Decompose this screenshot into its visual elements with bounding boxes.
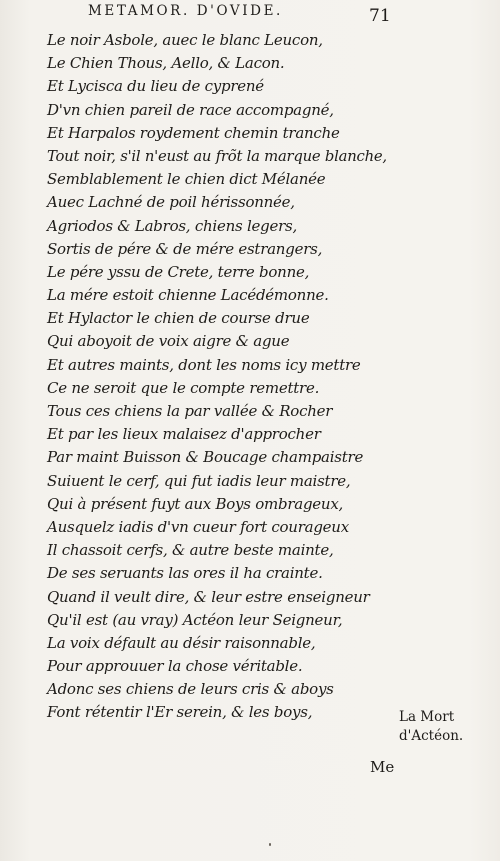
page-number: 71 [369, 6, 391, 26]
ink-speck [269, 843, 271, 846]
marginal-note-line-1: La Mort [399, 709, 455, 725]
marginal-note [399, 708, 463, 746]
verse-line: Qu'il est (au vray) Actéon leur Seigneur, [47, 610, 343, 629]
verse-line: Qui aboyoit de voix aigre & ague [47, 332, 290, 351]
verse-line: Et autres maints, dont les noms icy mettre [47, 355, 361, 374]
verse-line: Et Lycisca du lieu de cyprené [47, 77, 264, 96]
verse-line: Adonc ses chiens de leurs cris & aboys [47, 680, 334, 699]
verse-line: Ausquelz iadis d'vn cueur fort courageux [47, 517, 349, 536]
verse-line: Par maint Buisson & Boucage champaistre [47, 448, 364, 467]
verse-line: Auec Lachné de poil hérissonnée, [47, 193, 295, 212]
verse-line: Et par les lieux malaisez d'approcher [47, 425, 321, 444]
verse-line: Font rétentir l'Er serein, & les boys, [47, 703, 313, 722]
verse-line: La voix défault au désir raisonnable, [47, 633, 316, 652]
running-title: METAMOR. D'OVIDE. [88, 3, 283, 19]
verse-block [47, 29, 387, 725]
verse-line: Pour approuuer la chose véritable. [47, 657, 303, 676]
verse-line: Ce ne seroit que le compte remettre. [47, 378, 320, 397]
verse-line: Semblablement le chien dict Mélanée [47, 170, 326, 189]
verse-line: La mére estoit chienne Lacédémonne. [47, 286, 329, 305]
verse-line: Le pére yssu de Crete, terre bonne, [47, 262, 310, 281]
catchword: Me [370, 758, 395, 776]
verse-line: Le Chien Thous, Aello, & Lacon. [47, 54, 285, 73]
verse-line: Il chassoit cerfs, & autre beste mainte, [47, 541, 334, 560]
verse-line: Tous ces chiens la par vallée & Rocher [47, 402, 333, 420]
verse-line: Et Harpalos roydement chemin tranche [47, 123, 340, 142]
verse-line: Le noir Asbole, auec le blanc Leucon, [47, 31, 323, 49]
verse-line: Quand il veult dire, & leur estre enseigneur [47, 587, 370, 606]
verse-line: De ses seruants las ores il ha crainte. [47, 564, 323, 583]
verse-line: Suiuent le cerf, qui fut iadis leur maistre, [47, 471, 351, 490]
verse-line: Et Hylactor le chien de course drue [47, 309, 310, 328]
verse-line: Tout noir, s'il n'eust au frõt la marque blanche, [47, 146, 387, 165]
verse-line: Qui à présent fuyt aux Boys ombrageux, [47, 494, 344, 513]
verse-line: D'vn chien pareil de race accompagné, [47, 100, 334, 119]
marginal-note-line-2: d'Actéon. [399, 728, 464, 744]
verse-line: Agriodos & Labros, chiens legers, [47, 216, 297, 235]
verse-line: Sortis de pére & de mére estrangers, [47, 239, 323, 258]
